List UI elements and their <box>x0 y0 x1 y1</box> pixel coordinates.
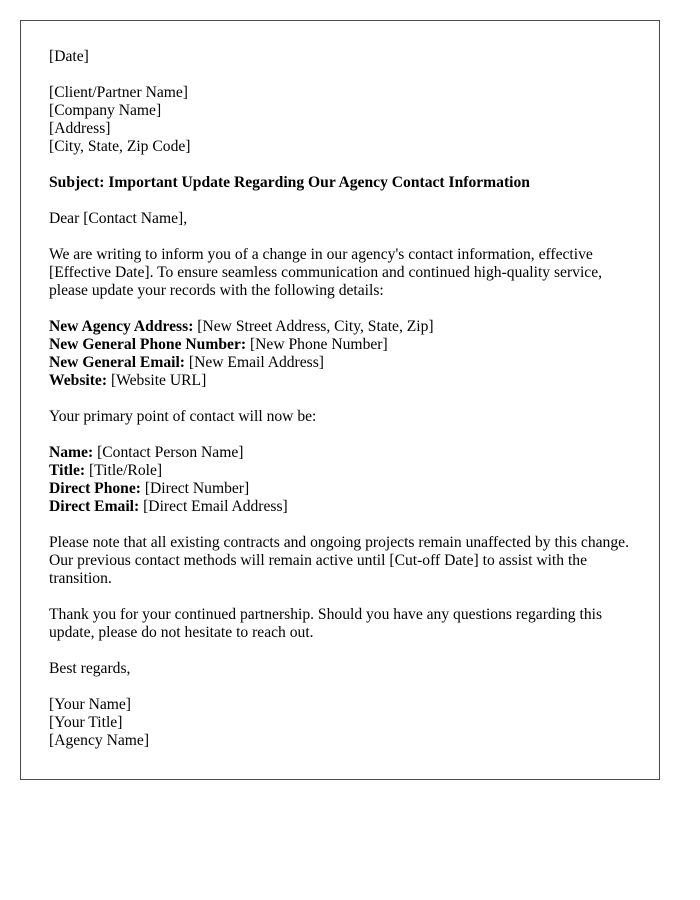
agency-detail-value: [New Email Address] <box>184 354 324 371</box>
agency-detail-label: Website: <box>49 372 108 389</box>
letter-date: [Date] <box>49 48 89 65</box>
letter-frame <box>20 20 660 780</box>
agency-detail-label: New Agency Address: <box>49 318 194 335</box>
agency-detail-label: New General Phone Number: <box>49 336 247 353</box>
contact-detail-line <box>49 462 631 480</box>
recipient-name: [Client/Partner Name] <box>49 84 188 101</box>
letter-salutation: Dear [Contact Name], <box>49 210 188 227</box>
agency-details-block <box>49 318 631 390</box>
recipient-company: [Company Name] <box>49 102 162 119</box>
letter-subject: Subject: Important Update Regarding Our Agency Contact Information <box>49 174 530 191</box>
contact-detail-label: Name: <box>49 444 94 461</box>
contact-detail-line <box>49 444 631 462</box>
agency-detail-value: [New Phone Number] <box>246 336 388 353</box>
contact-detail-value: [Title/Role] <box>85 462 163 479</box>
letter-note: Please note that all existing contracts and ongoing projects remain unaffected by this change. Our previous contact methods will remain active until [Cut-off Date] to assist with the transition. <box>49 534 629 587</box>
contact-detail-label: Title: <box>49 462 86 479</box>
agency-detail-line <box>49 354 631 372</box>
agency-detail-line <box>49 318 631 336</box>
signature-agency: [Agency Name] <box>49 732 150 749</box>
recipient-address: [Address] <box>49 120 111 137</box>
contact-detail-label: Direct Email: <box>49 498 140 515</box>
letter-intro: We are writing to inform you of a change in our agency's contact information, effective [Effective Date]. To ensure seamless communication and continued high-quality service, please update your records with the following details: <box>49 246 603 299</box>
contact-intro: Your primary point of contact will now be: <box>49 408 317 425</box>
contact-detail-label: Direct Phone: <box>49 480 141 497</box>
signature-name: [Your Name] <box>49 696 132 713</box>
agency-detail-value: [Website URL] <box>107 372 207 389</box>
contact-detail-line <box>49 480 631 498</box>
agency-detail-value: [New Street Address, City, State, Zip] <box>193 318 434 335</box>
agency-detail-line <box>49 336 631 354</box>
recipient-block <box>49 84 631 156</box>
contact-details-block <box>49 444 631 516</box>
signature-block <box>49 696 631 750</box>
agency-detail-line <box>49 372 631 390</box>
signature-title: [Your Title] <box>49 714 123 731</box>
letter-closing: Best regards, <box>49 660 131 677</box>
contact-detail-value: [Direct Number] <box>140 480 250 497</box>
contact-detail-value: [Direct Email Address] <box>139 498 288 515</box>
recipient-city-state-zip: [City, State, Zip Code] <box>49 138 191 155</box>
agency-detail-label: New General Email: <box>49 354 185 371</box>
letter-thanks: Thank you for your continued partnership. Should you have any questions regarding this update, please do not hesitate to reach out. <box>49 606 603 641</box>
contact-detail-value: [Contact Person Name] <box>93 444 244 461</box>
contact-detail-line <box>49 498 631 516</box>
